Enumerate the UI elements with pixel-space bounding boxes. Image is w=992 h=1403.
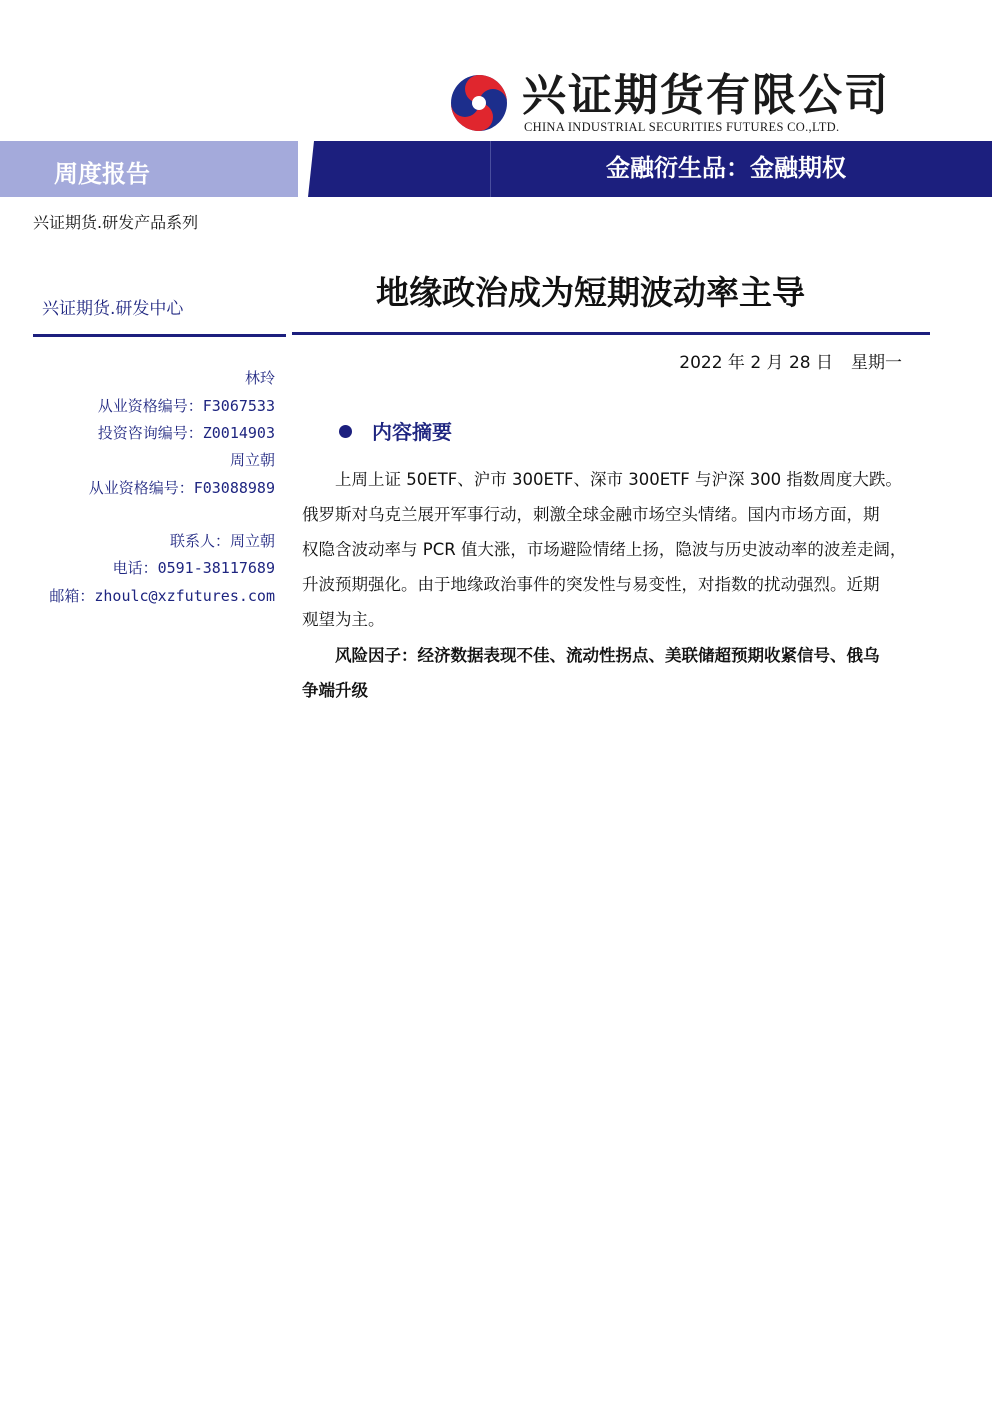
summary-line: 观望为主。 — [302, 610, 385, 629]
contact-person: 联系人：周立朝 — [169, 532, 275, 550]
summary-line: 俄罗斯对乌克兰展开军事行动，刺激全球金融市场空头情绪。国内市场方面，期 — [302, 505, 880, 524]
title-divider — [292, 332, 930, 335]
contact-email: 邮箱：zhoulc@xzfutures.com — [49, 587, 275, 605]
company-name-en: CHINA INDUSTRIAL SECURITIES FUTURES CO.,LTD. — [524, 120, 840, 134]
report-date — [679, 351, 902, 375]
analyst-license: 从业资格编号：F3067533 — [97, 397, 275, 415]
company-name-cn: 兴证期货有限公司 — [522, 70, 890, 121]
report-title: 地缘政治成为短期波动率主导 — [376, 273, 805, 312]
report-type-label: 周度报告 — [54, 160, 150, 188]
product-series: 兴证期货.研发产品系列 — [33, 213, 199, 232]
summary-line: 升波预期强化。由于地缘政治事件的突发性与易变性，对指数的扰动强烈。近期 — [302, 575, 880, 594]
banner-divider — [490, 141, 491, 197]
summary-heading: 内容摘要 — [372, 420, 452, 444]
report-category: 金融衍生品：金融期权 — [606, 154, 846, 182]
date-text: 2022 年 2 月 28 日 — [679, 353, 833, 373]
summary-line: 权隐含波动率与 PCR 值大涨，市场避险情绪上扬，隐波与历史波动率的波差走阔， — [302, 540, 907, 559]
risk-factor-line: 争端升级 — [302, 681, 368, 700]
company-logo-icon — [450, 74, 508, 132]
weekday-text: 星期一 — [851, 353, 902, 373]
contact-phone: 电话：0591-38117689 — [112, 559, 275, 577]
analyst-advisory-license: 投资咨询编号：Z0014903 — [97, 424, 275, 442]
summary-line: 上周上证 50ETF、沪市 300ETF、深市 300ETF 与沪深 300 指数周度大跌。 — [302, 470, 902, 489]
left-divider — [33, 334, 286, 337]
bullet-icon — [339, 425, 352, 438]
department-label: 兴证期货.研发中心 — [42, 299, 184, 319]
risk-factor-line: 风险因子：经济数据表现不佳、流动性拐点、美联储超预期收紧信号、俄乌 — [302, 646, 880, 665]
analyst-name: 周立朝 — [229, 451, 275, 469]
analyst-license: 从业资格编号：F03088989 — [88, 479, 275, 497]
analyst-name: 林玲 — [244, 369, 275, 387]
